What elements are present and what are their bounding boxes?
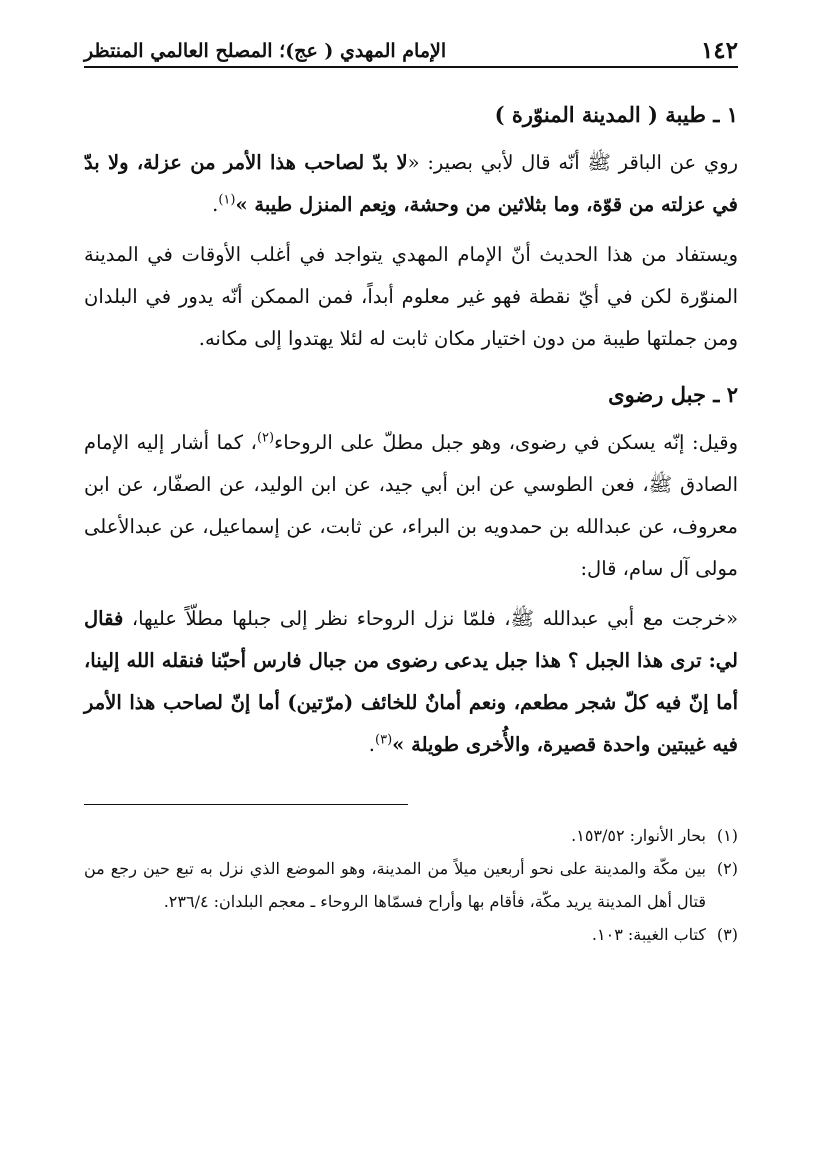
footnote-text: بحار الأنوار: ١٥٣/٥٢.: [571, 826, 706, 845]
section-title-radwa: ٢ ـ جبل رضوى: [608, 382, 738, 407]
footnote-number: (٢): [716, 859, 738, 878]
footnote-ref-1[interactable]: (١): [218, 192, 236, 208]
page-number: ١٤٢: [700, 37, 738, 64]
page-header: [84, 28, 738, 68]
hadith-paragraph-baqir: [84, 142, 738, 226]
sentence-end-2: .: [368, 733, 375, 756]
footnote-3: [84, 918, 738, 951]
footnote-1: [84, 819, 738, 852]
hadith-intro: روي عن الباقر ﷺ أنّه قال لأبي بصير: «: [407, 151, 738, 174]
hadith-paragraph-sadiq: [84, 598, 738, 766]
commentary-paragraph: ويستفاد من هذا الحديث أنّ الإمام المهدي يتواجد في أغلب الأوقات في المدينة المنوّرة لكن في أيّ نقطة فهو غير معلوم أبداً، فمن الممكن أنّه يدور في البلدان ومن جملتها طيبة من دون اختيار مكان ثابت له لئلا يهتدوا إلى مكانه.: [84, 243, 738, 350]
running-title: الإمام المهدي ( عج)؛ المصلح العالمي المنتظر: [84, 40, 447, 62]
footnote-text: بين مكّة والمدينة على نحو أربعين ميلاً من المدينة، وهو الموضع الذي نزل به تبع حين رجع من قتال أهل المدينة يريد مكّة، فأقام بها وأراح فسمّاها الروحاء ـ معجم البلدان: ٢٣٦/٤.: [84, 859, 706, 911]
footnotes: [84, 819, 738, 951]
isnad-text: ، كما أشار إليه الإمام الصادق ﷺ، فعن الطوسي عن ابن أبي جيد، عن ابن الوليد، عن الصفّار، عن ابن معروف، عن عبدالله بن حمدويه بن البراء، عن ثابت، عن إسماعيل، عن عبدالأعلى مولى آل سام، قال:: [84, 431, 738, 580]
footnote-2: [84, 852, 738, 918]
footnote-number: (١): [716, 826, 738, 845]
narration-chain-paragraph: [84, 422, 738, 590]
footnote-number: (٣): [716, 925, 738, 944]
footnote-ref-3[interactable]: (٣): [375, 732, 393, 748]
narration-text: «خرجت مع أبي عبدالله ﷺ، فلمّا نزل الروحاء نظر إلى جبلها مطلّاً عليها،: [131, 607, 738, 630]
footnote-ref-2[interactable]: (٢): [256, 430, 275, 446]
radwa-intro: وقيل: إنّه يسكن في رضوى، وهو جبل مطلّ على الروحاء: [274, 431, 738, 454]
hadith-quote: لا بدّ لصاحب هذا الأمر من عزلة، ولا بدّ في عزلته من قوّة، وما بثلاثين من وحشة، ونِعم المنزل طيبة »: [84, 151, 738, 216]
footnote-divider: [84, 804, 408, 805]
sentence-end: .: [212, 193, 219, 216]
hadith-quote-radwa: فقال لي: ترى هذا الجبل ؟ هذا جبل يدعى رضوى من جبال فارس أحبّنا فنقله الله إلينا، أما إنّ فيه كلّ شجر مطعم، ونعم أمانٌ للخائف (مرّتين) أما إنّ لصاحب هذا الأمر فيه غيبتين واحدة قصيرة، والأُخرى طويلة »: [84, 607, 738, 756]
footnote-text: كتاب الغيبة: ١٠٣.: [591, 925, 706, 944]
section-title-taybah: ١ ـ طيبة ( المدينة المنوّرة ): [494, 102, 738, 127]
